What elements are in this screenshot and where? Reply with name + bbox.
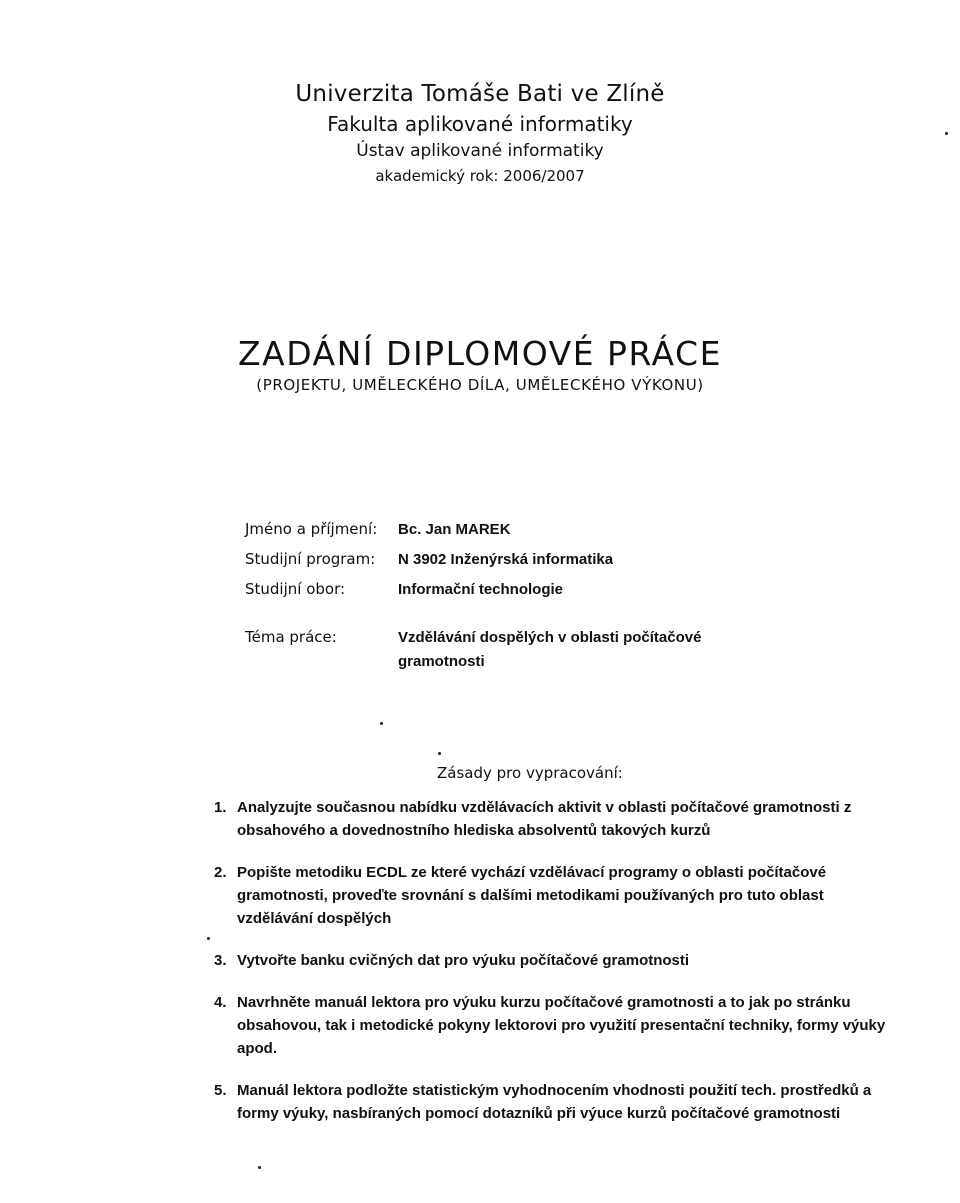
topic-value: Vzdělávání dospělých v oblasti počítačové gramotnosti <box>398 629 702 670</box>
principle-number: 3. <box>214 952 227 969</box>
principle-number: 2. <box>214 864 227 881</box>
principle-number: 4. <box>214 994 227 1011</box>
principles-heading: Zásady pro vypracování: <box>437 764 623 782</box>
assignment-title-block <box>0 334 960 396</box>
info-row-program <box>245 544 885 574</box>
field-value: Informační technologie <box>398 580 564 598</box>
principle-item <box>214 991 894 1060</box>
principles-list <box>214 796 894 1144</box>
scan-speck <box>207 937 210 940</box>
name-value: Bc. Jan MAREK <box>398 520 511 538</box>
document-header <box>0 78 960 188</box>
program-value: N 3902 Inženýrská informatika <box>398 550 614 568</box>
principle-number: 1. <box>214 799 227 816</box>
faculty-name: Fakulta aplikované informatiky <box>327 112 633 136</box>
assignment-subtitle: (PROJEKTU, UMĚLECKÉHO DÍLA, UMĚLECKÉHO VÝKONU) <box>256 376 704 394</box>
principle-number: 5. <box>214 1082 227 1099</box>
academic-year: akademický rok: 2006/2007 <box>375 167 585 185</box>
principle-text: Vytvořte banku cvičných dat pro výuku počítačové gramotnosti <box>237 952 690 969</box>
info-row-field <box>245 574 885 604</box>
info-row-topic <box>245 626 885 674</box>
scan-speck <box>258 1166 261 1169</box>
principle-item <box>214 796 894 842</box>
principle-text: Navrhněte manuál lektora pro výuku kurzu počítačové gramotnosti a to jak po stránku obsahovou, tak i metodické pokyny lektorovi pro využití presentační techniky, formy výuky apod. <box>237 994 886 1057</box>
program-label: Studijní program: <box>245 550 376 568</box>
name-label: Jméno a příjmení: <box>245 520 378 538</box>
principle-item <box>214 1079 894 1125</box>
principle-item <box>214 861 894 930</box>
principle-text: Manuál lektora podložte statistickým vyhodnocením vhodnosti použití tech. prostředků a formy výuky, nasbíraných pomocí dotazníků při výuce kurzů počítačové gramotnosti <box>237 1082 872 1122</box>
scan-speck <box>380 722 383 725</box>
principle-item <box>214 949 894 972</box>
info-row-name <box>245 514 885 544</box>
principle-text: Analyzujte současnou nabídku vzdělávacích aktivit v oblasti počítačové gramotnosti z obsahového a dovednostního hlediska absolventů takových kurzů <box>237 799 852 839</box>
scan-speck <box>438 752 441 755</box>
field-label: Studijní obor: <box>245 580 346 598</box>
university-name: Univerzita Tomáše Bati ve Zlíně <box>295 81 665 107</box>
principle-text: Popište metodiku ECDL ze které vychází vzdělávací programy o oblasti počítačové gramotnosti, proveďte srovnání s dalšími metodikami používaných pro tuto oblast vzdělávání dospělých <box>237 864 827 927</box>
institute-name: Ústav aplikované informatiky <box>356 141 604 161</box>
assignment-title: ZADÁNÍ DIPLOMOVÉ PRÁCE <box>238 334 722 373</box>
student-info <box>245 514 885 604</box>
topic-label: Téma práce: <box>245 628 337 646</box>
scan-speck <box>945 132 948 135</box>
